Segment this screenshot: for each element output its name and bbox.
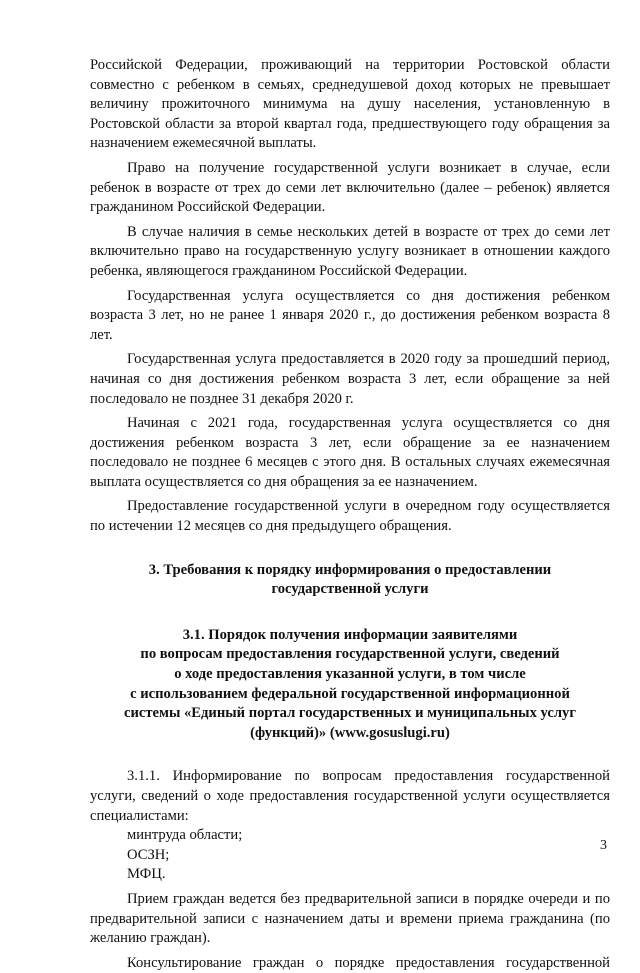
section-3-1-heading-line: (функций)» (www.gosuslugi.ru) — [250, 724, 450, 741]
page-number: 3 — [600, 838, 607, 853]
paragraph-right-to-service: Право на получение государственной услуги возникает в случае, если ребенок в возрасте от трех до семи лет включительно (далее – ребенок) является гражданином Российской Федерации. — [90, 159, 610, 216]
paragraph-several-children: В случае наличия в семье нескольких детей в возрасте от трех до семи лет включительно право на государственную услугу возникает в отношении каждого ребенка, являющегося гражданином Российской Федерации. — [90, 223, 610, 279]
paragraph-2021-provision: Начиная с 2021 года, государственная услуга осуществляется со дня достижения ребенком возраста 3 лет, если обращение за ее назначением последовало не позднее 6 месяцев с этого дня. В остальных случаях ежемесячная выплата осуществляется со дня обращения за ее назначением. — [90, 415, 610, 490]
list-item: ОСЗН; — [127, 846, 170, 863]
paragraph-2020-provision: Государственная услуга предоставляется в 2020 году за прошедший период, начиная со дня достижения ребенком возраста 3 лет, если обращение за ней последовало не позднее 31 декабря 2020 г. — [90, 351, 610, 407]
paragraph-3-1-1: 3.1.1. Информирование по вопросам предоставления государственной услуги, сведений о ходе предоставления государственной услуги осуществляется специалистами: — [90, 768, 610, 824]
paragraph-consulting: Консультирование граждан о порядке предоставления государственной — [127, 954, 610, 971]
section-3-1-heading-line: о ходе предоставления указанной услуги, в том числе — [174, 666, 526, 683]
list-item: МФЦ. — [127, 866, 166, 883]
section-3-heading-line: 3. Требования к порядку информирования о предоставлении — [148, 561, 552, 578]
section-3-1-heading-line: по вопросам предоставления государственной услуги, сведений — [140, 646, 560, 663]
section-3-heading-line: государственной услуги — [271, 581, 429, 598]
document-page — [90, 56, 610, 973]
section-3-heading — [90, 561, 610, 600]
list-item: минтруда области; — [127, 827, 243, 844]
paragraph-next-year: Предоставление государственной услуги в очередном году осуществляется по истечении 12 месяцев со дня предыдущего обращения. — [90, 498, 610, 535]
section-3-1-heading-line: системы «Единый портал государственных и муниципальных услуг — [124, 705, 576, 722]
section-3-1-heading — [90, 626, 610, 744]
paragraph-service-period: Государственная услуга осуществляется со дня достижения ребенком возраста 3 лет, но не ранее 1 января 2020 г., до достижения ребенком возраста 8 лет. — [90, 287, 610, 343]
paragraph-eligibility: Российской Федерации, проживающий на территории Ростовской области совместно с ребенком в семьях, среднедушевой доход которых не превышает величину прожиточного минимума на душу населения, установленную в Ростовской области за второй квартал года, предшествующего году обращения за назначением ежемесячной выплаты. — [90, 57, 610, 152]
section-3-1-heading-line: 3.1. Порядок получения информации заявителями — [182, 626, 518, 643]
section-3-1-heading-line: с использованием федеральной государственной информационной — [130, 685, 570, 702]
paragraph-reception: Прием граждан ведется без предварительной записи в порядке очереди и по предварительной записи с назначением даты и времени приема гражданина (по желанию граждан). — [90, 890, 610, 947]
